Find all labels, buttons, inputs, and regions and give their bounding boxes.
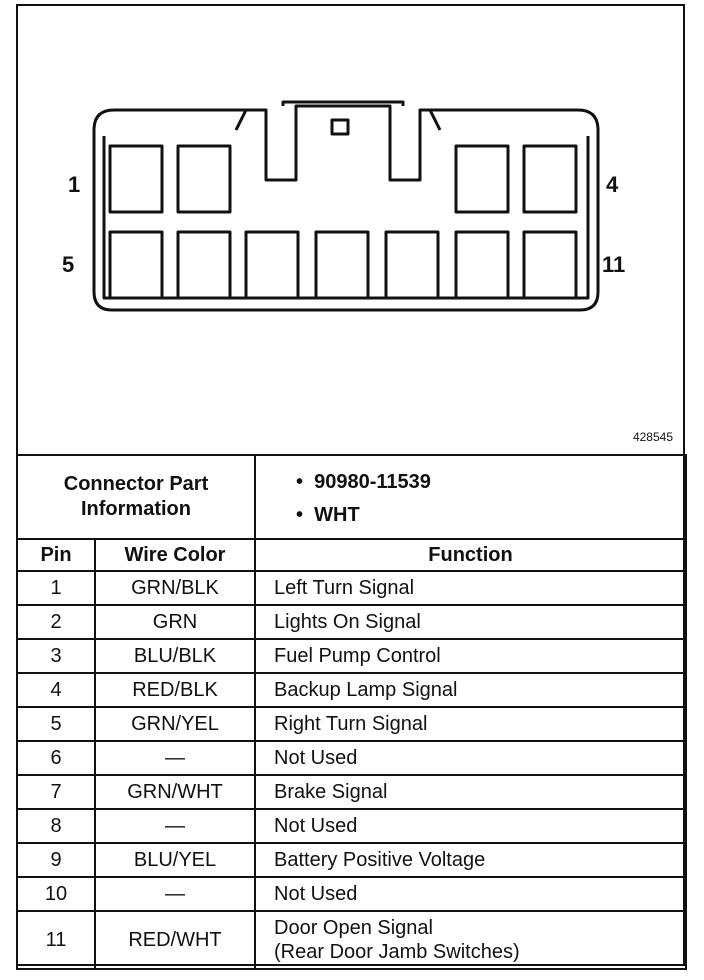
pin-cell: 3 bbox=[17, 639, 95, 673]
wire-color-cell: RED/WHT bbox=[95, 911, 255, 969]
column-header-function: Function bbox=[255, 539, 686, 571]
table-row bbox=[17, 571, 686, 605]
function-cell: Right Turn Signal bbox=[255, 707, 686, 741]
wire-color-cell: BLU/YEL bbox=[95, 843, 255, 877]
function-cell: Backup Lamp Signal bbox=[255, 673, 686, 707]
pin-label-5: 5 bbox=[62, 252, 75, 277]
table-row bbox=[17, 673, 686, 707]
pin-cell: 7 bbox=[17, 775, 95, 809]
cavity-pin-2 bbox=[178, 146, 230, 212]
column-header-wire-color: Wire Color bbox=[95, 539, 255, 571]
function-cell: Fuel Pump Control bbox=[255, 639, 686, 673]
pin-cell: 10 bbox=[17, 877, 95, 911]
table-row bbox=[17, 809, 686, 843]
function-cell: Not Used bbox=[255, 741, 686, 775]
connector-diagram bbox=[18, 6, 683, 454]
function-cell: Brake Signal bbox=[255, 775, 686, 809]
connector-info-header-line2: Information bbox=[81, 498, 191, 520]
pin-cell: 9 bbox=[17, 843, 95, 877]
connector-info-values bbox=[255, 455, 686, 539]
wire-color-cell: RED/BLK bbox=[95, 673, 255, 707]
function-cell: Battery Positive Voltage bbox=[255, 843, 686, 877]
table-row bbox=[17, 843, 686, 877]
cavity-pin-4 bbox=[524, 146, 576, 212]
latch-tab bbox=[332, 120, 348, 134]
pin-cell: 8 bbox=[17, 809, 95, 843]
connector-body-outline bbox=[94, 106, 598, 310]
cavity-pin-11 bbox=[524, 232, 576, 298]
wire-color-cell: GRN/BLK bbox=[95, 571, 255, 605]
connector-face-drawing bbox=[18, 6, 683, 454]
function-cell: Not Used bbox=[255, 877, 686, 911]
wire-color-cell: GRN/YEL bbox=[95, 707, 255, 741]
table-row bbox=[17, 741, 686, 775]
wire-color-cell: — bbox=[95, 877, 255, 911]
wire-color-cell: — bbox=[95, 809, 255, 843]
wire-color-cell: GRN/WHT bbox=[95, 775, 255, 809]
cavity-pin-5 bbox=[110, 232, 162, 298]
table-row bbox=[17, 911, 686, 969]
function-line-1: Door Open Signal bbox=[274, 917, 433, 939]
cavity-pin-9 bbox=[386, 232, 438, 298]
pin-label-1: 1 bbox=[68, 172, 81, 197]
locking-ramp-right bbox=[430, 110, 440, 130]
connector-info-header bbox=[17, 455, 255, 539]
pin-cell: 2 bbox=[17, 605, 95, 639]
function-cell: Lights On Signal bbox=[255, 605, 686, 639]
function-cell: Not Used bbox=[255, 809, 686, 843]
pinout-table bbox=[16, 454, 687, 970]
pin-label-4: 4 bbox=[606, 172, 619, 197]
pin-cell: 11 bbox=[17, 911, 95, 969]
cavity-pin-10 bbox=[456, 232, 508, 298]
column-header-pin: Pin bbox=[17, 539, 95, 571]
column-header-row bbox=[17, 539, 686, 571]
cavity-pin-7 bbox=[246, 232, 298, 298]
connector-info-header-line1: Connector Part bbox=[63, 473, 209, 495]
connector-frame bbox=[16, 4, 685, 966]
connector-color: • WHT bbox=[296, 504, 360, 526]
table-row bbox=[17, 775, 686, 809]
pin-label-11: 11 bbox=[602, 252, 626, 277]
function-cell bbox=[255, 911, 686, 969]
table-row bbox=[17, 605, 686, 639]
pin-cell: 6 bbox=[17, 741, 95, 775]
cavity-pin-1 bbox=[110, 146, 162, 212]
wire-color-cell: — bbox=[95, 741, 255, 775]
table-row bbox=[17, 639, 686, 673]
cavity-pin-6 bbox=[178, 232, 230, 298]
figure-id: 428545 bbox=[632, 430, 673, 444]
function-cell: Left Turn Signal bbox=[255, 571, 686, 605]
wire-color-cell: GRN bbox=[95, 605, 255, 639]
cavity-pin-8 bbox=[316, 232, 368, 298]
wire-color-cell: BLU/BLK bbox=[95, 639, 255, 673]
locking-ramp-left bbox=[236, 110, 252, 130]
cavity-pin-3 bbox=[456, 146, 508, 212]
pin-cell: 5 bbox=[17, 707, 95, 741]
pin-cell: 4 bbox=[17, 673, 95, 707]
connector-info-row bbox=[17, 455, 686, 539]
table-row bbox=[17, 707, 686, 741]
pin-cell: 1 bbox=[17, 571, 95, 605]
connector-part-number: • 90980-11539 bbox=[296, 471, 431, 493]
function-line-2: (Rear Door Jamb Switches) bbox=[274, 941, 520, 963]
table-row bbox=[17, 877, 686, 911]
